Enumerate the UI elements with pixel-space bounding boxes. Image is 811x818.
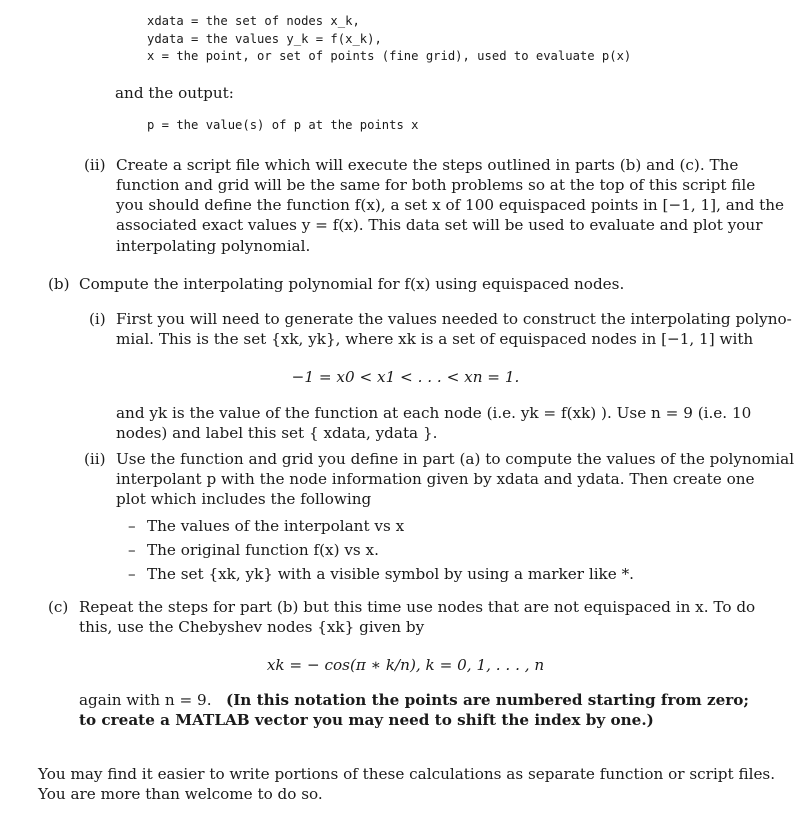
b-ii-line-1: Use the function and grid you define in part (a) to compute the values of the polynomial <box>116 450 795 468</box>
bullet-3: The set {xk, yk} with a visible symbol by using a marker like *. <box>147 565 634 583</box>
b-label: (b) <box>48 275 70 293</box>
bullet-dash-1: – <box>128 517 136 535</box>
c-equation: xk = − cos(π ∗ k/n), k = 0, 1, . . . , n <box>266 656 545 674</box>
code-line-output: p = the value(s) of p at the points x <box>147 118 419 132</box>
bullet-2: The original function f(x) vs x. <box>147 541 379 559</box>
b-ii-line-3: plot which includes the following <box>116 490 372 508</box>
code-line-x: x = the point, or set of points (fine grid), used to evaluate p(x) <box>147 49 632 63</box>
b-ii-line-2: interpolant p with the node information given by xdata and ydata. Then create one <box>116 470 755 488</box>
bullet-1: The values of the interpolant vs x <box>147 517 405 535</box>
b-i-after-2: nodes) and label this set { xdata, ydata }. <box>116 424 438 442</box>
c-again-text: again with n = 9. <box>79 691 212 709</box>
b-heading: Compute the interpolating polynomial for f(x) using equispaced nodes. <box>79 275 625 293</box>
c-line-1: Repeat the steps for part (b) but this time use nodes that are not equispaced in x. To do <box>79 598 756 616</box>
b-i-after-1: and yk is the value of the function at each node (i.e. yk = f(xk) ). Use n = 9 (i.e. 10 <box>116 404 752 422</box>
b-equation: −1 = x0 < x1 < . . . < xn = 1. <box>291 368 520 386</box>
c-again <box>79 690 749 710</box>
a-ii-line-2: function and grid will be the same for both problems so at the top of this script file <box>116 176 756 194</box>
code-line-xdata: xdata = the set of nodes x_k, <box>147 14 360 28</box>
footer-line-1: You may find it easier to write portions of these calculations as separate function or script files. <box>38 765 776 783</box>
c-label: (c) <box>48 598 69 616</box>
c-bold-1: (In this notation the points are numbered starting from zero; <box>226 691 749 709</box>
b-i-label: (i) <box>89 310 106 328</box>
a-ii-label: (ii) <box>84 156 106 174</box>
c-bold-2: to create a MATLAB vector you may need to shift the index by one.) <box>79 711 654 729</box>
b-i-line-1: First you will need to generate the values needed to construct the interpolating polyno- <box>116 310 792 328</box>
output-intro: and the output: <box>115 84 234 102</box>
a-ii-line-4: associated exact values y = f(x). This data set will be used to evaluate and plot your <box>116 216 763 234</box>
code-line-ydata: ydata = the values y_k = f(x_k), <box>147 32 382 46</box>
b-ii-label: (ii) <box>84 450 106 468</box>
bullet-dash-2: – <box>128 541 136 559</box>
bullet-dash-3: – <box>128 565 136 583</box>
a-ii-line-5: interpolating polynomial. <box>116 237 311 255</box>
footer-line-2: You are more than welcome to do so. <box>38 785 323 803</box>
a-ii-line-3: you should define the function f(x), a set x of 100 equispaced points in [−1, 1], and the <box>116 196 784 214</box>
a-ii-line-1: Create a script file which will execute the steps outlined in parts (b) and (c). The <box>116 156 739 174</box>
b-i-line-2: mial. This is the set {xk, yk}, where xk is a set of equispaced nodes in [−1, 1] with <box>116 330 754 348</box>
c-line-2: this, use the Chebyshev nodes {xk} given by <box>79 618 425 636</box>
